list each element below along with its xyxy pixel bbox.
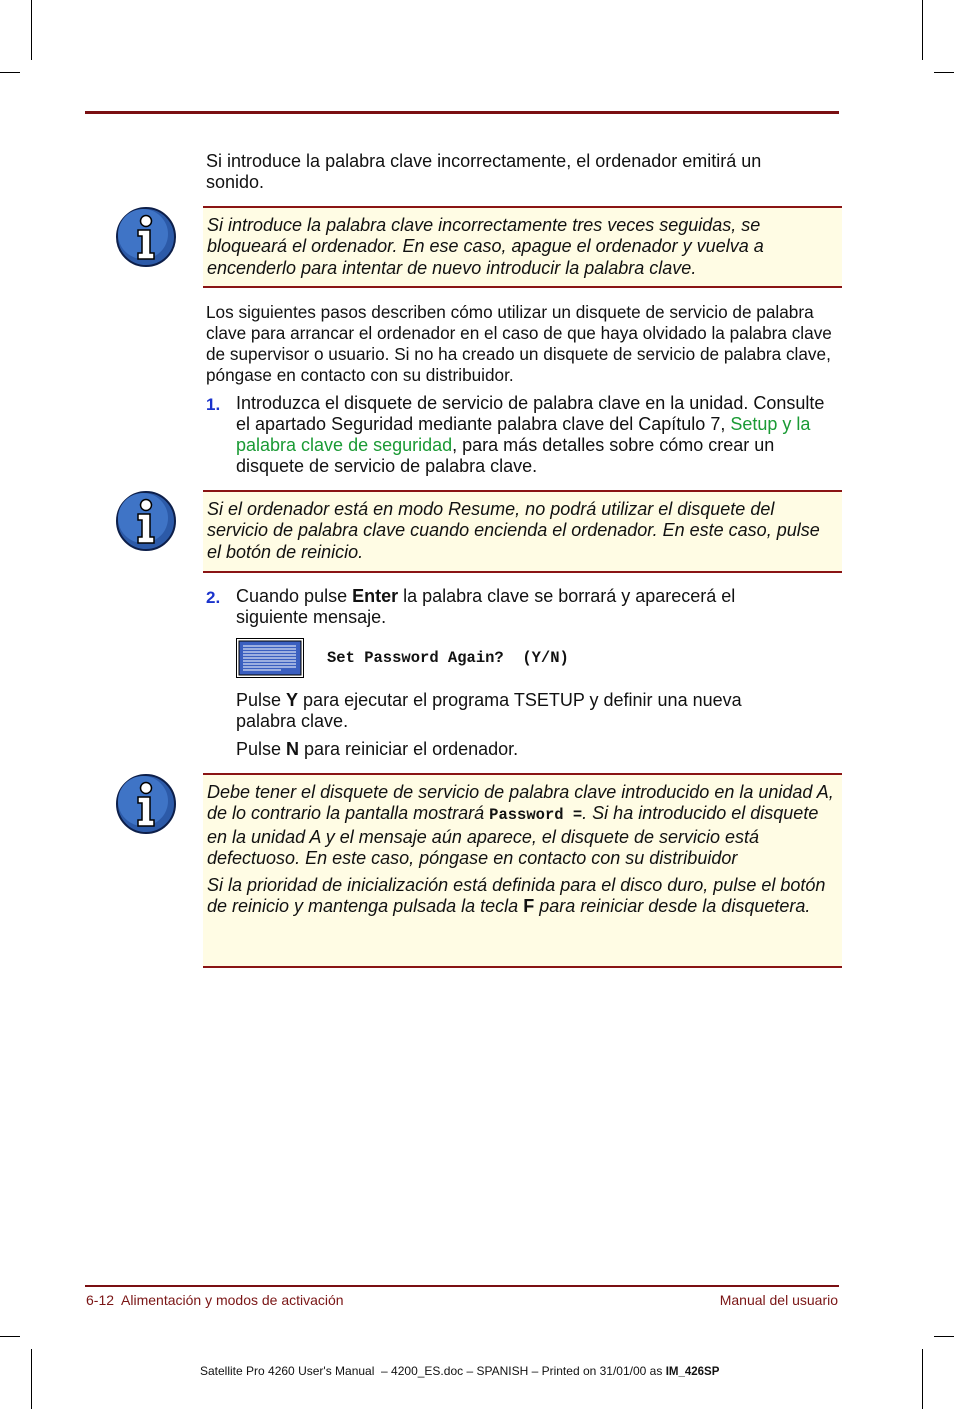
press-y-desc: para ejecutar el programa TSETUP y definir una nueva palabra clave. bbox=[236, 690, 742, 731]
info-note-2 bbox=[203, 490, 842, 573]
chapter-link[interactable]: Setup y la palabra clave de seguridad bbox=[236, 414, 811, 455]
note-text: para reiniciar desde la disquetera. bbox=[534, 896, 811, 917]
header-rule bbox=[85, 111, 839, 114]
info-icon bbox=[115, 206, 177, 268]
note-text: Si el ordenador está en modo Resume, no podrá utilizar el disquete del servicio de palabra clave cuando encienda el ordenador. En este caso, pulse el botón de reinicio. bbox=[207, 499, 820, 562]
crop-mark bbox=[31, 0, 32, 60]
crop-mark bbox=[934, 1336, 954, 1337]
print-info-text: Satellite Pro 4260 User's Manual – 4200_ES.doc – SPANISH – Printed on 31/01/00 as bbox=[200, 1364, 666, 1378]
step-2-text-after: la palabra clave se borrará y aparecerá el siguiente mensaje. bbox=[236, 586, 736, 627]
note-paragraph-2 bbox=[207, 875, 836, 918]
f-key: F bbox=[523, 896, 535, 917]
y-key: Y bbox=[286, 690, 299, 710]
press-n-prefix: Pulse bbox=[236, 739, 287, 759]
print-info-code: IM_426SP bbox=[665, 1366, 720, 1378]
screen-icon bbox=[236, 638, 304, 678]
crop-mark bbox=[934, 72, 954, 73]
footer-right: Manual del usuario bbox=[719, 1292, 838, 1308]
n-key: N bbox=[286, 739, 300, 759]
password-prompt-code: Password = bbox=[489, 806, 583, 825]
press-y-prefix: Pulse bbox=[236, 690, 287, 710]
note-text: Debe tener el disquete de servicio de palabra clave introducido en la unidad A, de lo contrario la pantalla mostrará bbox=[207, 782, 834, 824]
step-1-text bbox=[236, 393, 840, 477]
press-n-text bbox=[236, 739, 796, 760]
note-text: Si introduce la palabra clave incorrectamente tres veces seguidas, se bloqueará el ordenador. En ese caso, apague el ordenador y vuelva a encenderlo para intentar de nuevo introducir la palabra clave. bbox=[207, 215, 764, 278]
step-1-text-before: Introduzca el disquete de servicio de palabra clave en la unidad. Consulte el apartado Seguridad mediante palabra clave del Capítulo 7, bbox=[236, 393, 825, 434]
steps-intro-paragraph: Los siguientes pasos describen cómo utilizar un disquete de servicio de palabra clave para arrancar el ordenador en el caso de que haya olvidado la palabra clave de supervisor o usuario. Si no ha creado un disquete de servicio de palabra clave, póngase en contacto con su distribuidor. bbox=[206, 302, 832, 385]
crop-mark bbox=[922, 1349, 923, 1409]
info-icon bbox=[115, 773, 177, 835]
footer-left: 6-12 Alimentación y modos de activación bbox=[86, 1292, 344, 1308]
step-2-text-before: Cuando pulse bbox=[236, 586, 353, 606]
crop-mark bbox=[0, 1336, 20, 1337]
info-note-3 bbox=[203, 773, 842, 968]
info-icon bbox=[115, 490, 177, 552]
crop-mark bbox=[31, 1349, 32, 1409]
step-number: 2. bbox=[206, 588, 221, 607]
crop-mark bbox=[0, 72, 20, 73]
screen-message: Set Password Again? (Y/N) bbox=[327, 649, 569, 667]
intro-paragraph: Si introduce la palabra clave incorrectamente, el ordenador emitirá un sonido. bbox=[206, 151, 762, 192]
note-text: . Si ha introducido el disquete en la unidad A y el mensaje aún aparece, el disquete de servicio está defectuoso. En este caso, póngase en contacto con su distribuidor bbox=[207, 803, 819, 868]
enter-key: Enter bbox=[352, 586, 399, 606]
note-paragraph-1 bbox=[207, 782, 836, 869]
press-n-desc: para reiniciar el ordenador. bbox=[299, 739, 519, 759]
step-number: 1. bbox=[206, 395, 221, 414]
footer-rule bbox=[85, 1285, 839, 1287]
step-1-text-after: , para más detalles sobre cómo crear un disquete de servicio de palabra clave. bbox=[236, 435, 775, 476]
crop-mark bbox=[922, 0, 923, 60]
print-info bbox=[200, 1363, 719, 1380]
note-text: Si la prioridad de inicialización está definida para el disco duro, pulse el botón de reinicio y mantenga pulsada la tecla bbox=[207, 875, 826, 917]
info-note-1 bbox=[203, 206, 842, 288]
step-2-text bbox=[236, 586, 796, 628]
press-y-text bbox=[236, 690, 796, 732]
